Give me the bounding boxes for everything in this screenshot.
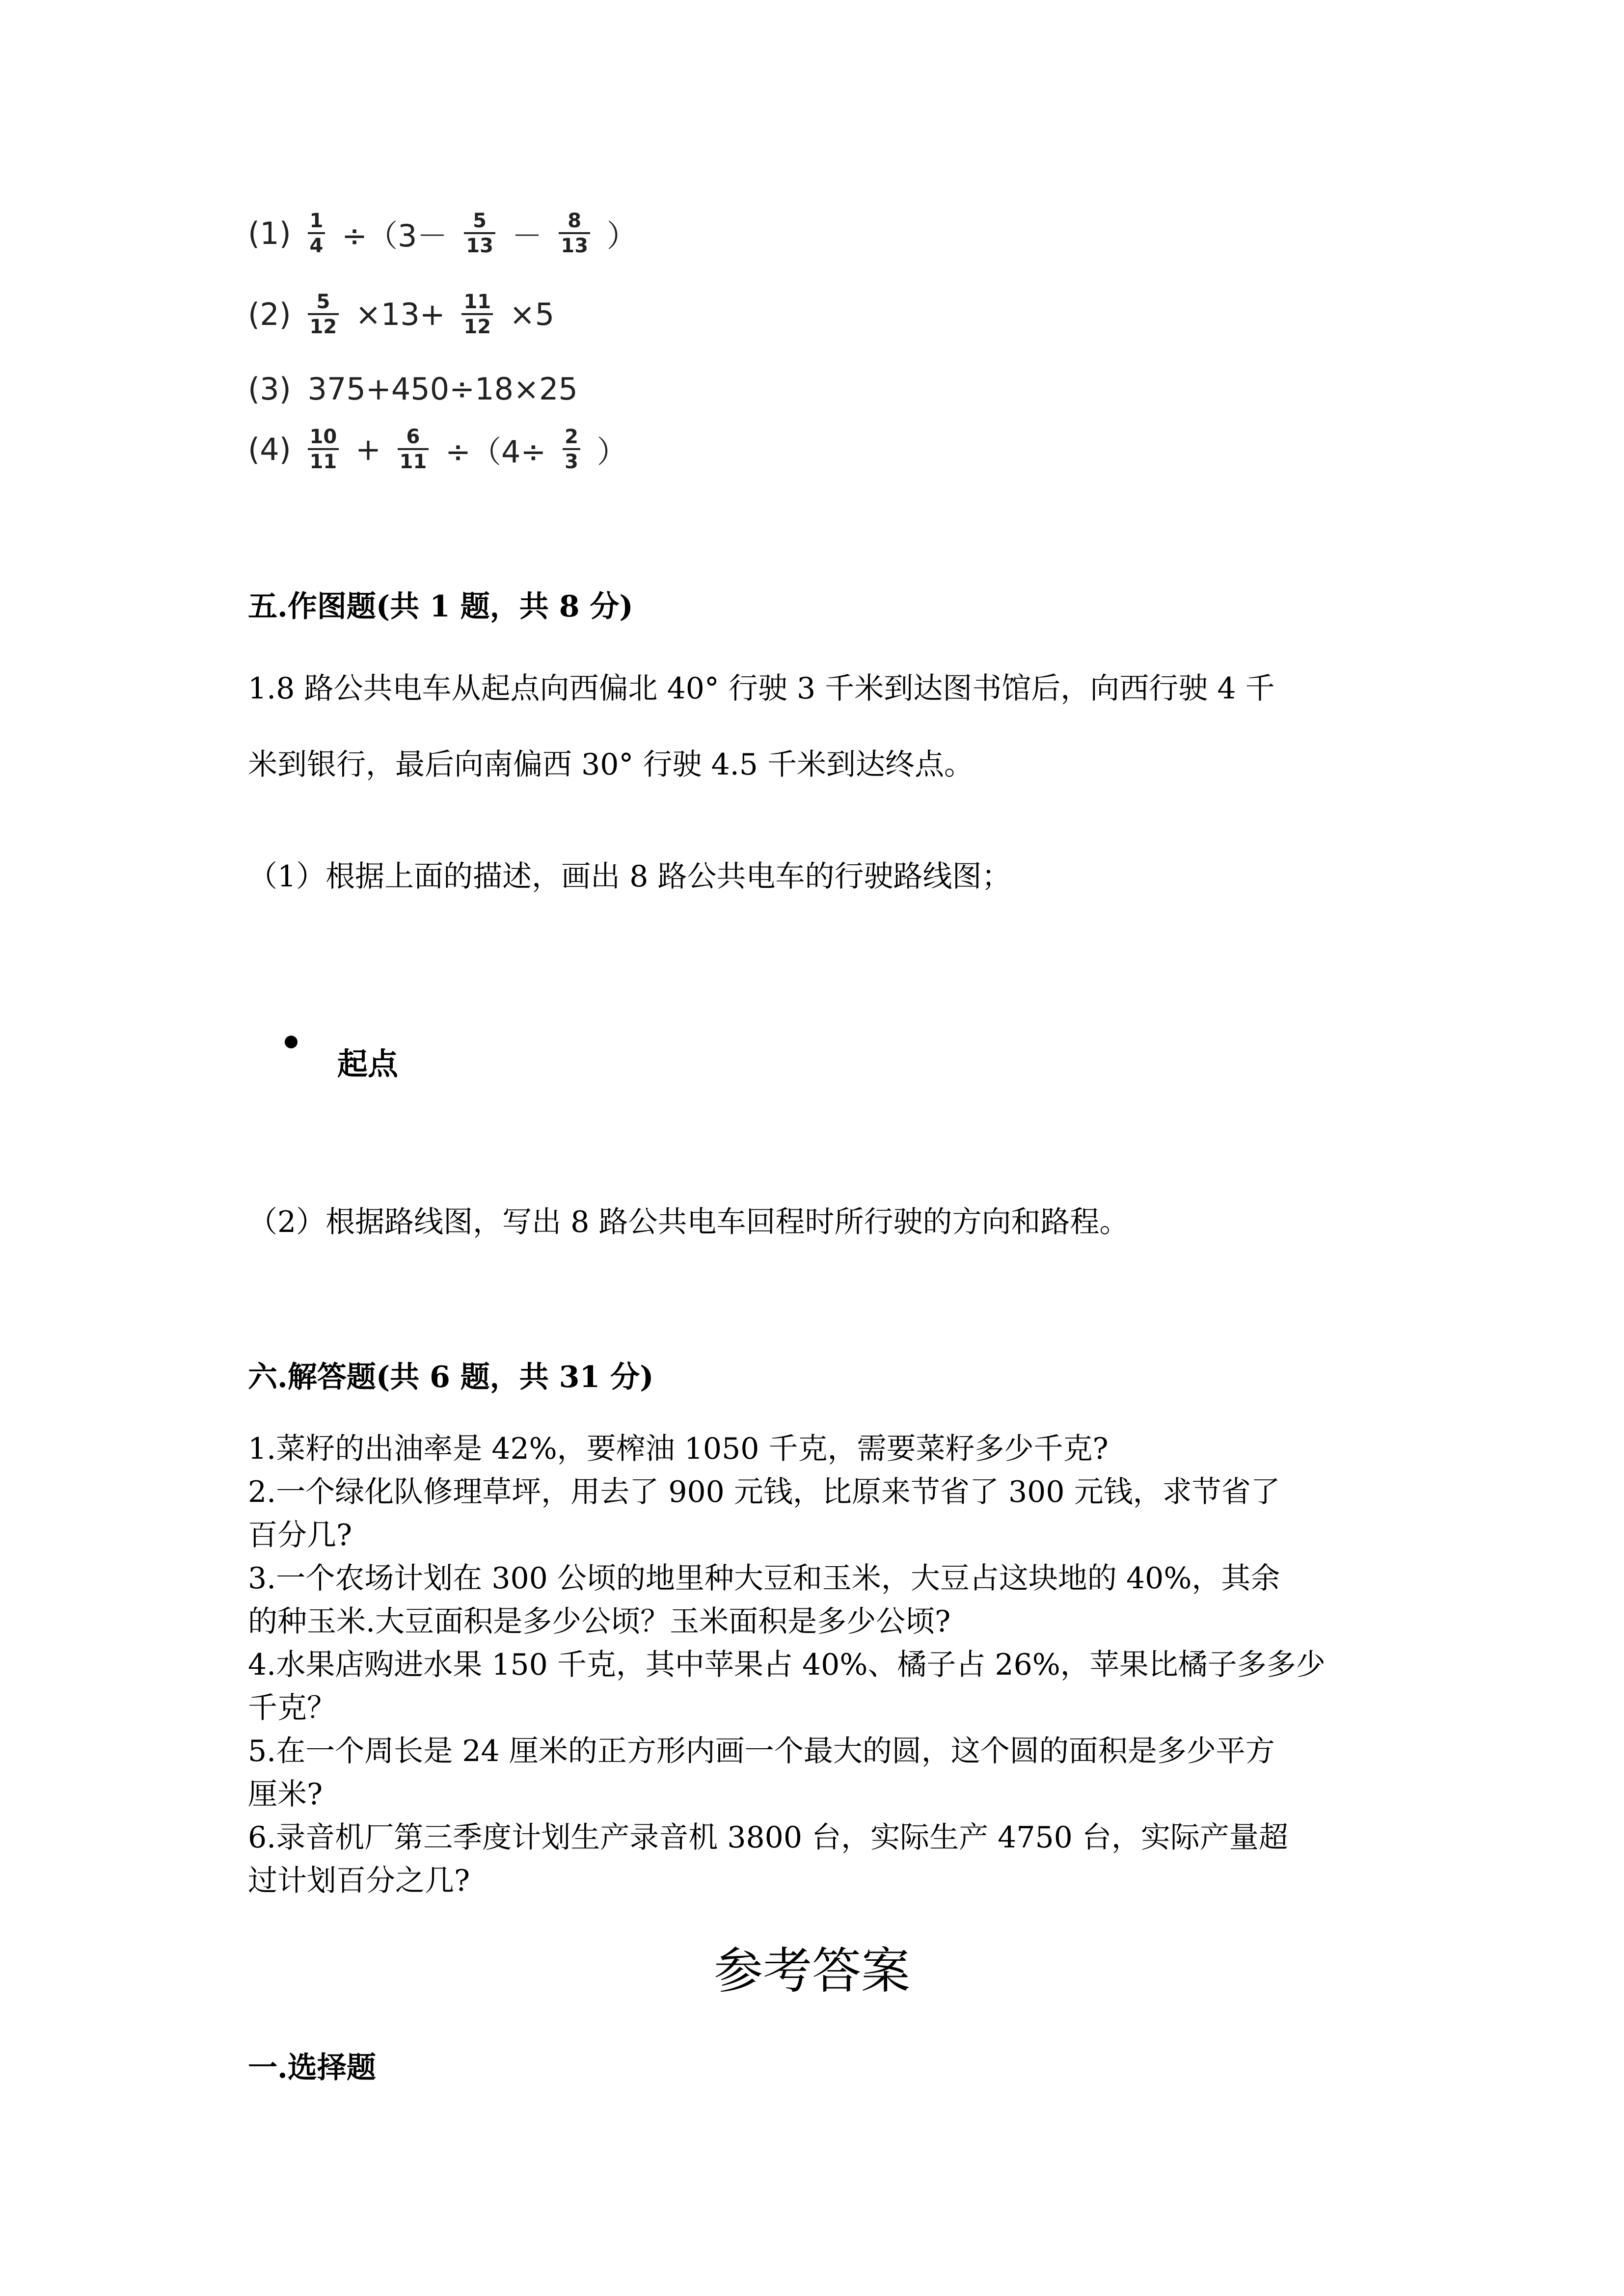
section-5-heading: 五.作图题(共 1 题，共 8 分)	[248, 589, 633, 624]
operator: +	[355, 431, 381, 467]
answers-title: 参考答案	[714, 1942, 910, 2000]
problem-label: (1)	[248, 215, 291, 251]
fraction: $\frac{1}{4}$	[308, 211, 325, 256]
section-6-heading: 六.解答题(共 6 题，共 31 分)	[248, 1360, 654, 1394]
fraction: $\frac{6}{11}$	[398, 427, 429, 472]
fraction: $\frac{8}{13}$	[559, 211, 590, 256]
question-line: 1.菜籽的出油率是 42%，要榨油 1050 千克，需要菜籽多少千克?	[248, 1432, 1109, 1466]
start-point-dot	[285, 1036, 298, 1048]
question-line: 3.一个农场计划在 300 公顷的地里种大豆和玉米，大豆占这块地的 40%，其余	[248, 1561, 1280, 1596]
operator: ÷（4÷	[445, 434, 546, 470]
operator: ）	[606, 218, 637, 254]
operator: ）	[596, 434, 627, 470]
problem-label: (3)	[248, 371, 291, 407]
question-line: 6.录音机厂第三季度计划生产录音机 3800 台，实际生产 4750 台，实际产量超	[248, 1820, 1288, 1855]
section-6-questions	[248, 1427, 1326, 1902]
fraction: $\frac{5}{13}$	[464, 211, 495, 256]
operator: －	[512, 218, 542, 254]
calc-problem-3	[248, 369, 578, 407]
question-line: 百分几?	[248, 1518, 352, 1552]
question-line: 千克？	[248, 1691, 336, 1725]
question-line: 过计划百分之几?	[248, 1864, 470, 1898]
calc-problem-1	[248, 211, 637, 256]
section-5-sub-question-2: （2）根据路线图，写出 8 路公共电车回程时所行驶的方向和路程。	[248, 1205, 1129, 1239]
fraction: $\frac{5}{12}$	[308, 292, 339, 337]
problem-label: (4)	[248, 431, 291, 467]
problem-label: (2)	[248, 296, 291, 332]
start-point-label: 起点	[337, 1046, 399, 1082]
section-5-question-line-2: 米到银行，最后向南偏西 30° 行驶 4.5 千米到达终点。	[248, 748, 974, 782]
section-5-question-line-1: 1.8 路公共电车从起点向西偏北 40° 行驶 3 千米到达图书馆后，向西行驶 4 千	[248, 671, 1275, 706]
fraction: $\frac{2}{3}$	[563, 427, 580, 472]
operator: ×13+	[355, 296, 445, 332]
operator: ×5	[509, 296, 555, 332]
question-line: 厘米?	[248, 1777, 323, 1812]
question-line: 5.在一个周长是 24 厘米的正方形内画一个最大的圆，这个圆的面积是多少平方	[248, 1734, 1275, 1768]
section-5-sub-question-1: （1）根据上面的描述，画出 8 路公共电车的行驶路线图；	[248, 859, 1011, 894]
question-line: 的种玉米.大豆面积是多少公顷？玉米面积是多少公顷?	[248, 1604, 951, 1639]
answers-section-1-heading: 一.选择题	[248, 2051, 376, 2085]
calc-problem-2	[248, 292, 554, 337]
operator: ÷（3－	[342, 218, 448, 254]
question-line: 2.一个绿化队修理草坪，用去了 900 元钱，比原来节省了 300 元钱，求节省了	[248, 1475, 1280, 1509]
expression: 375+450÷18×25	[307, 371, 578, 407]
fraction: $\frac{11}{12}$	[461, 292, 493, 337]
fraction: $\frac{10}{11}$	[308, 427, 339, 472]
calc-problem-4	[248, 427, 627, 472]
question-line: 4.水果店购进水果 150 千克，其中苹果占 40%、橘子占 26%，苹果比橘子多多少	[248, 1648, 1326, 1682]
